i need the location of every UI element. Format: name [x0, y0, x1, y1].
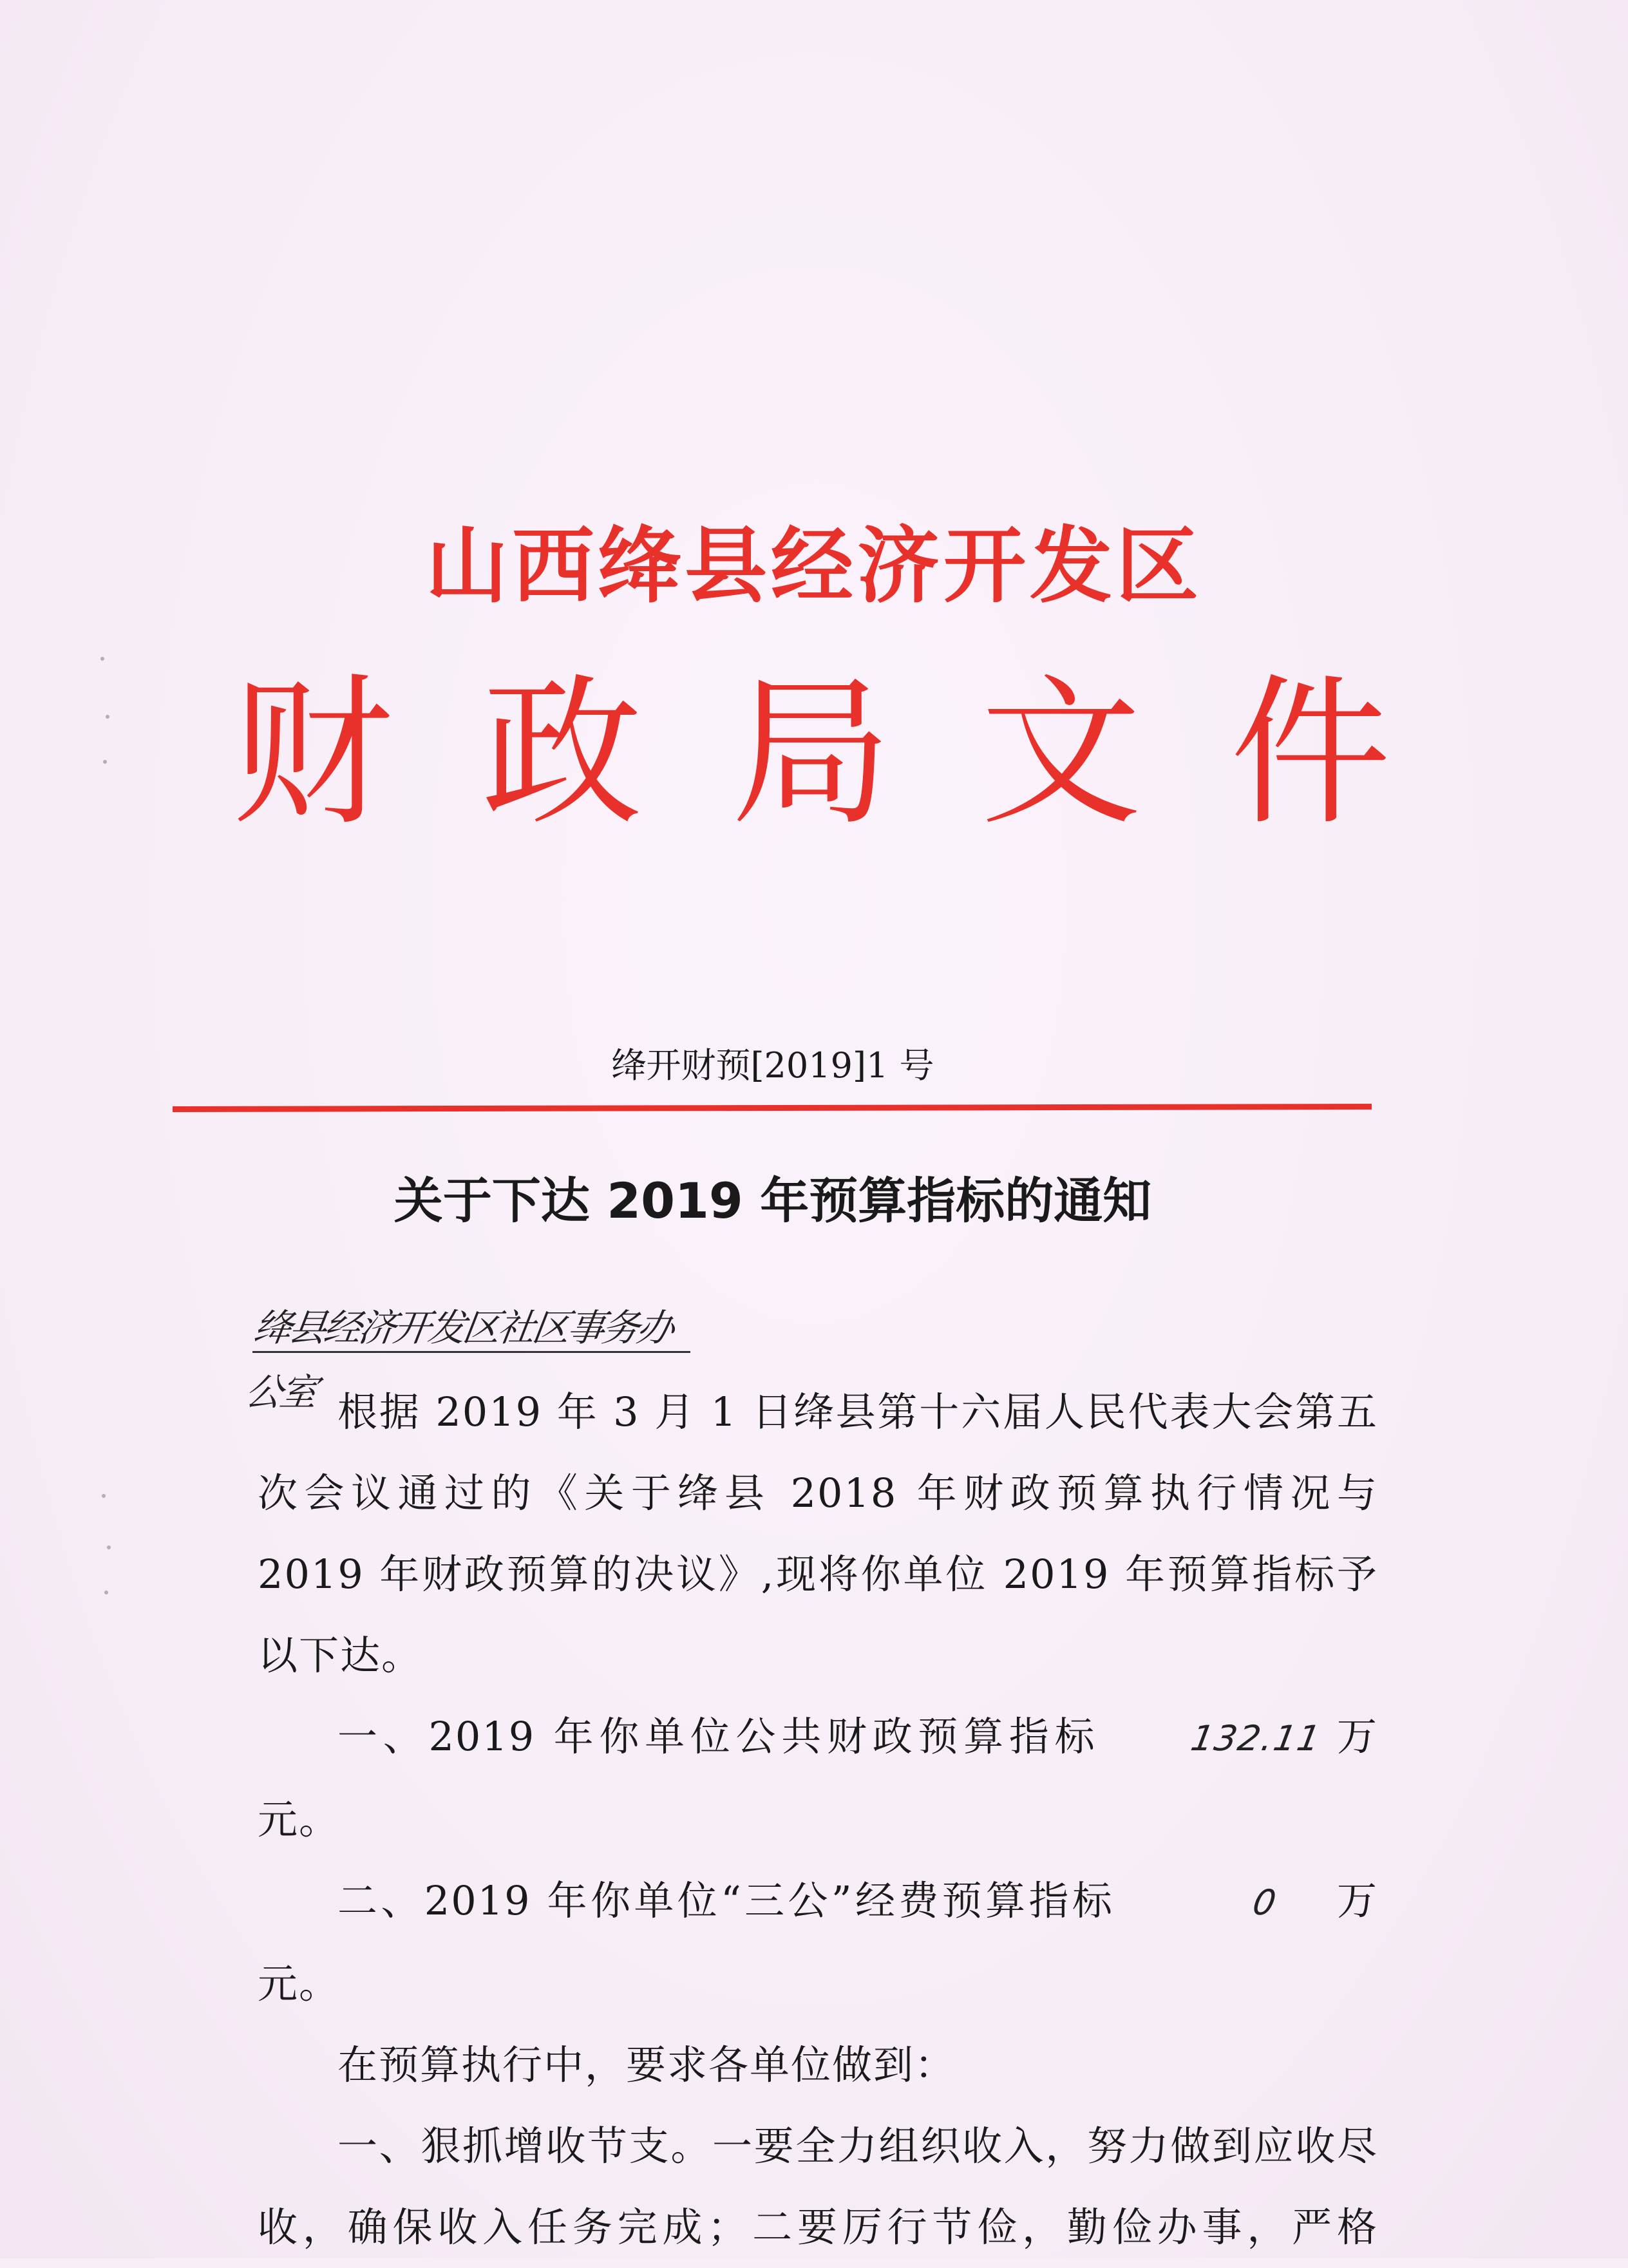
binding-speck — [103, 760, 107, 764]
red-separator-line — [173, 1104, 1372, 1112]
three-public-value: 0 — [1249, 1882, 1281, 1923]
recipient-name: 绛县经济开发区社区事务办公室 — [242, 1306, 675, 1414]
public-budget-unit: 万元。 — [258, 1713, 1378, 1843]
heading-char: 政 — [481, 659, 643, 847]
binding-speck — [107, 1545, 111, 1549]
paragraph-public-budget — [258, 1696, 1378, 1860]
heading-char: 件 — [1230, 659, 1391, 847]
binding-speck — [102, 1494, 106, 1498]
public-budget-label: 一、2019 年你单位公共财政预算指标 — [337, 1713, 1101, 1760]
notice-body — [258, 1372, 1378, 2268]
issuing-organization: 山西绛县经济开发区 — [425, 518, 1202, 614]
heading-char: 局 — [731, 659, 892, 847]
binding-holes — [98, 644, 117, 1610]
paragraph-requirements-intro: 在预算执行中，要求各单位做到： — [337, 2041, 956, 2088]
recipient-handwritten — [242, 1296, 701, 1414]
binding-speck — [100, 657, 104, 661]
paragraph-basis: 根据 2019 年 3 月 1 日绛县第十六届人民代表大会第五次会议通过的《关于绛县 2018 年财政预算执行情况与 2019 年财政预算的决议》,现将你单位 2019 年预算指标予以下达。 — [258, 1388, 1378, 1679]
paragraph-three-public — [258, 1860, 1378, 2025]
binding-speck — [104, 1591, 108, 1594]
public-budget-value: 132.11 — [1188, 1718, 1325, 1759]
binding-speck — [106, 715, 109, 719]
heading-char: 财 — [232, 659, 393, 847]
heading-char: 文 — [980, 659, 1142, 847]
document-number: 绛开财预[2019]1 号 — [611, 1045, 934, 1086]
paragraph-requirement-1: 一、狠抓增收节支。一要全力组织收入，努力做到应收尽收，确保收入任务完成；二要厉行节俭，勤俭办事，严格 — [258, 2122, 1378, 2251]
three-public-label: 二、2019 年你单位“三公”经费预算指标 — [337, 1877, 1116, 1924]
document-type-heading — [232, 650, 1391, 856]
notice-title: 关于下达 2019 年预算指标的通知 — [393, 1172, 1152, 1229]
recipient-underline — [252, 1351, 690, 1353]
three-public-unit: 万元。 — [258, 1877, 1378, 2007]
